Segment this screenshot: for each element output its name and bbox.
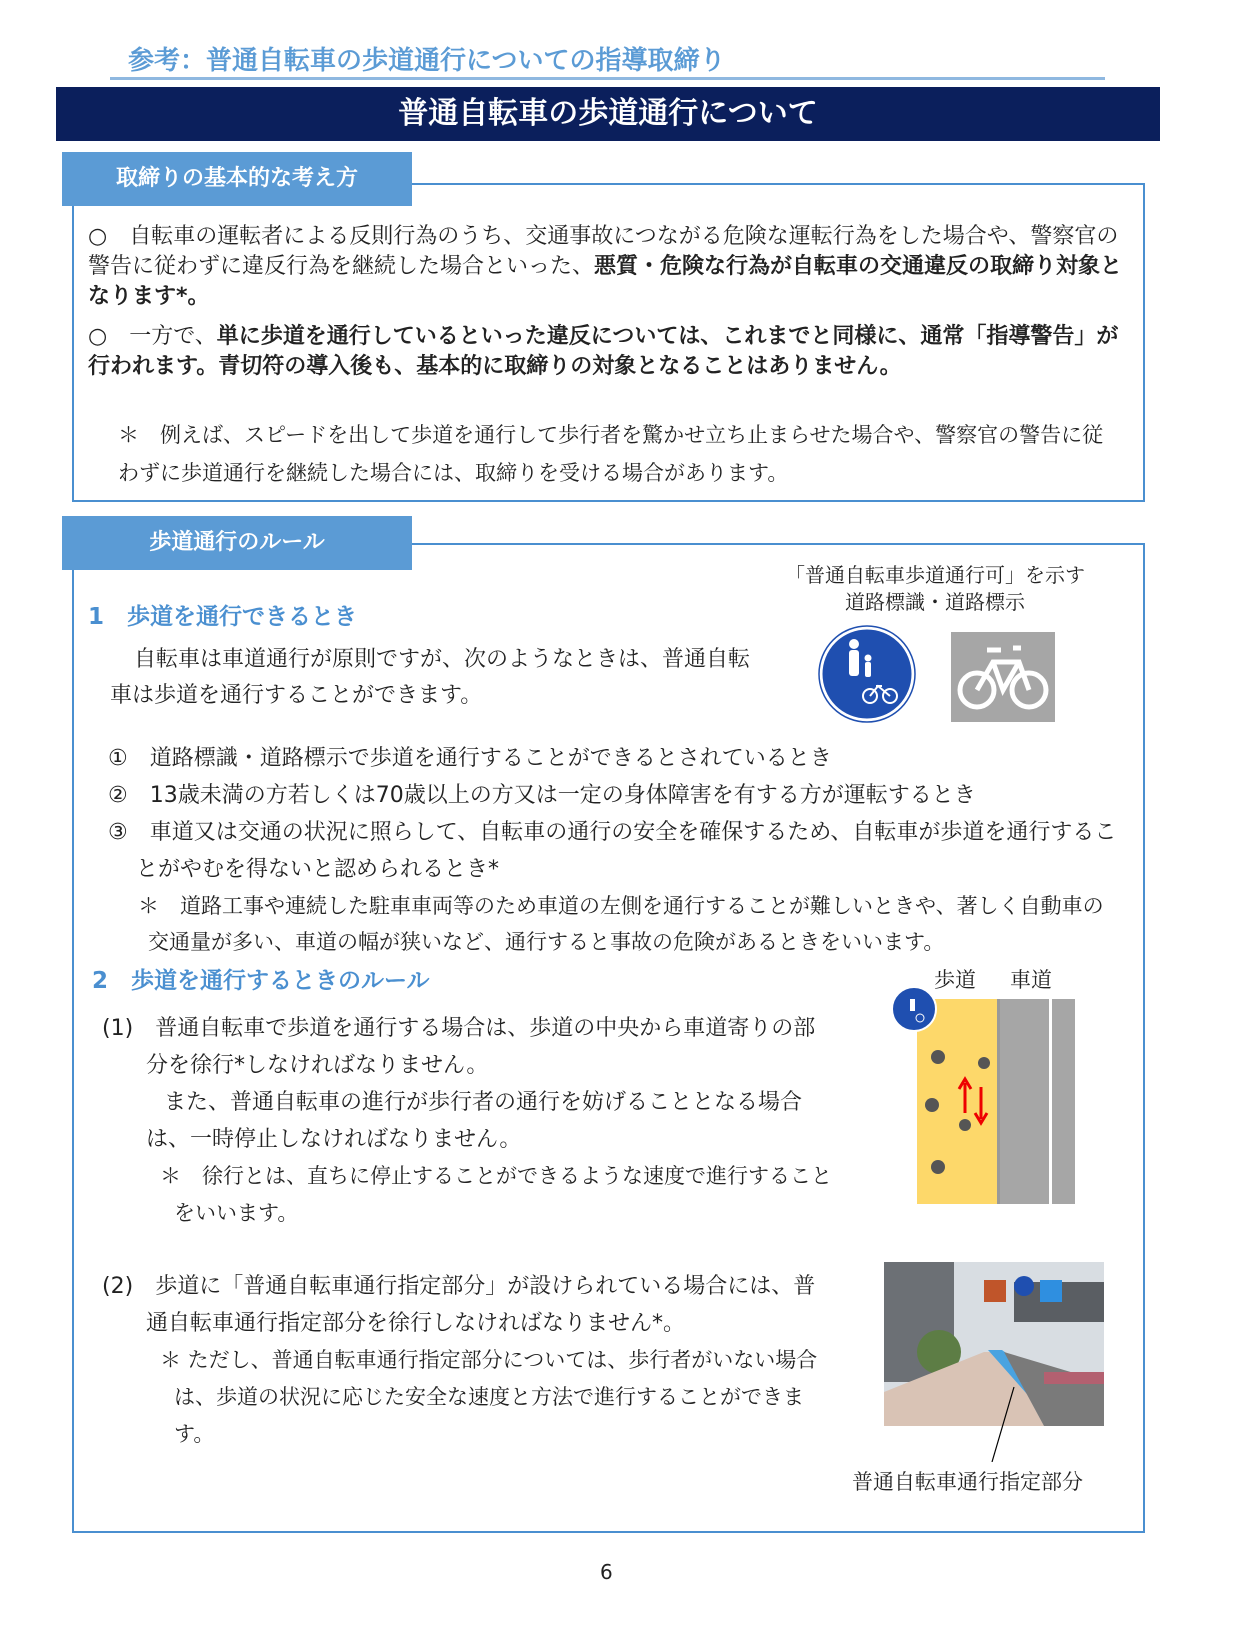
bullet: ○	[88, 324, 108, 349]
rule-number: (2)	[102, 1274, 134, 1299]
sidewalk-diagram	[890, 985, 1080, 1207]
rule-1	[102, 1010, 832, 1232]
title-underline	[110, 77, 1105, 80]
photo-caption: 普通自転車通行指定部分	[852, 1470, 1083, 1494]
section1-tab: 取締りの基本的な考え方	[62, 152, 412, 206]
item-text: 自転車の運転者による反則行為のうち、交通事故につながる危険な運転行為をした場合や、警察官の警告に従わずに違反行為を継続した場合といった、	[88, 224, 1119, 279]
item-bold-text: 単に歩道を通行しているといった違反については、これまでと同様に、通常「指導警告」が行われます。青切符の導入後も、基本的に取締りの対象となることはありません。	[88, 324, 1119, 379]
rule-text: 歩道に「普通自転車通行指定部分」が設けられている場合には、普通自転車通行指定部分を徐行しなければなりません*。	[146, 1274, 816, 1336]
section1-item-1	[88, 222, 1133, 312]
rule-note: ＊ 徐行とは、直ちに停止することができるような速度で進行することをいいます。	[160, 1164, 832, 1225]
label-roadway: 車道	[1010, 968, 1052, 992]
rule-note: ＊ ただし、普通自転車通行指定部分については、歩行者がいない場合は、歩道の状況に応じた安全な速度と方法で進行することができます。	[160, 1348, 818, 1446]
label-sidewalk: 歩道	[934, 968, 976, 992]
section1-note: ＊ 例えば、スピードを出して歩道を通行して歩行者を驚かせ立ち止まらせた場合や、警察官の警告に従わずに歩道通行を継続した場合には、取締りを受ける場合があります。	[118, 423, 1104, 485]
conditions-note: ＊ 道路工事や連続した駐車車両等のため車道の左側を通行することが難しいときや、著しく自動車の交通量が多い、車道の幅が狭いなど、通行すると事故の危険があるときをいいます。	[138, 894, 1104, 954]
section2-tab: 歩道通行のルール	[62, 516, 412, 570]
banner-title: 普通自転車の歩道通行について	[56, 87, 1160, 141]
rule-2	[102, 1268, 832, 1453]
condition-item: ② 13歳未満の方若しくは70歳以上の方又は一定の身体障害を有する方が運転するとき	[108, 783, 976, 808]
sign-caption: 「普通自転車歩道通行可」を示す 道路標識・道路標示	[785, 563, 1085, 614]
condition-item: ① 道路標識・道路標示で歩道を通行することができるとされているとき	[108, 746, 832, 771]
conditions-list	[108, 740, 1118, 888]
pedestrian-bicycle-sign-icon	[818, 622, 916, 726]
heading-2: 2 歩道を通行するときのルール	[92, 968, 430, 994]
rule-number: (1)	[102, 1016, 134, 1041]
bicycle-road-marking-icon	[951, 632, 1055, 722]
reference-title: 参考：普通自転車の歩道通行についての指導取締り	[128, 46, 726, 76]
intro-text: 自転車は車道通行が原則ですが、次のようなときは、普通自転車は歩道を通行することができます。	[110, 647, 751, 708]
rule-text-2: また、普通自転車の進行が歩行者の通行を妨げることとなる場合は、一時停止しなければなりません。	[146, 1090, 803, 1152]
bicycle-lane-photo	[884, 1262, 1104, 1462]
condition-item: ③ 車道又は交通の状況に照らして、自転車の通行の安全を確保するため、自転車が歩道を通行することがやむを得ないと認められるとき*	[108, 820, 1117, 882]
item-text: 一方で、	[129, 324, 217, 349]
heading-1: 1 歩道を通行できるとき	[88, 604, 358, 630]
page-number: 6	[600, 1560, 613, 1584]
section1-item-2	[88, 322, 1133, 382]
item-bold-text: 悪質・危険な行為が自転車の交通違反の取締り対象となります*。	[88, 254, 1123, 309]
rule-text: 普通自転車で歩道を通行する場合は、歩道の中央から車道寄りの部分を徐行*しなければなりません。	[146, 1016, 816, 1078]
bullet: ○	[88, 224, 108, 249]
